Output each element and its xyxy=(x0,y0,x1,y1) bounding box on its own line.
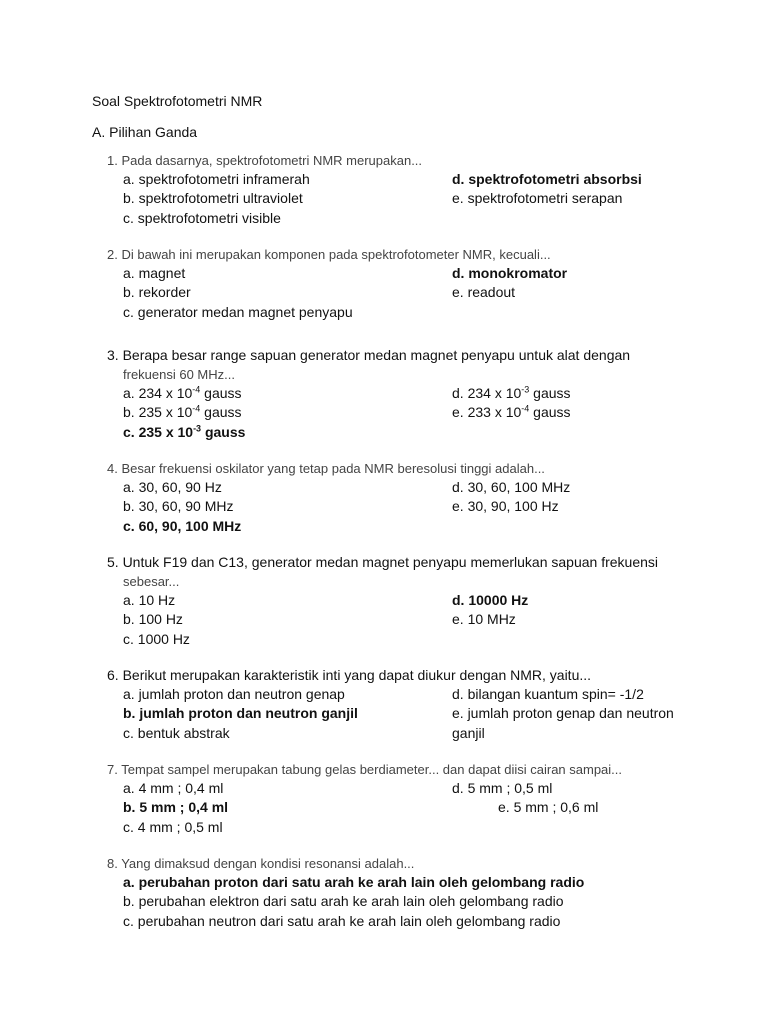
option-e: e. spektrofotometri serapan xyxy=(452,190,623,207)
option-d-exponent: -3 xyxy=(521,384,530,395)
question-6-stem: 6. Berikut merupakan karakteristik inti yang dapat diukur dengan NMR, yaitu... xyxy=(107,667,592,683)
option-d-answer: d. spektrofotometri absorbsi xyxy=(452,171,642,187)
option-b-exponent: -4 xyxy=(192,403,201,414)
question-7 xyxy=(107,760,707,837)
option-c: c. bentuk abstrak xyxy=(123,724,230,741)
question-3-stem-line2: frekuensi 60 MHz... xyxy=(123,367,235,382)
option-a: a. 4 mm ; 0,4 ml xyxy=(123,780,224,796)
question-7-stem: 7. Tempat sampel merupakan tabung gelas berdiameter... dan dapat diisi cairan sampai... xyxy=(107,762,623,777)
option-a: a. 10 Hz xyxy=(123,592,176,608)
question-5-options xyxy=(107,591,707,649)
question-1-stem: 1. Pada dasarnya, spektrofotometri NMR merupakan... xyxy=(107,153,423,168)
option-c: c. 4 mm ; 0,5 ml xyxy=(123,818,223,835)
question-3-options xyxy=(107,384,707,442)
option-c: c. generator medan magnet penyapu xyxy=(123,303,353,320)
option-b: b. perubahan elektron dari satu arah ke arah lain oleh gelombang radio xyxy=(123,893,564,910)
option-a: a. magnet xyxy=(123,265,186,281)
option-a: a. 30, 60, 90 Hz xyxy=(123,479,222,495)
question-5 xyxy=(107,553,707,649)
question-2-options xyxy=(107,264,707,322)
option-b xyxy=(123,403,452,422)
option-d-answer: d. 10000 Hz xyxy=(452,592,529,608)
option-a-answer: a. perubahan proton dari satu arah ke arah lain oleh gelombang radio xyxy=(123,874,585,890)
question-2-stem: 2. Di bawah ini merupakan komponen pada spektrofotometer NMR, kecuali... xyxy=(107,247,551,262)
option-d-text: d. 234 x 10 xyxy=(452,385,522,401)
question-1 xyxy=(107,151,707,228)
question-7-options xyxy=(107,779,707,837)
option-c: c. 1000 Hz xyxy=(123,630,190,647)
option-b: b. spektrofotometri ultraviolet xyxy=(123,190,303,207)
option-e xyxy=(452,403,712,422)
question-3 xyxy=(107,346,707,442)
question-5-stem xyxy=(107,553,707,591)
option-d xyxy=(452,384,712,403)
option-b-text: b. 235 x 10 xyxy=(123,404,193,421)
option-e: e. 5 mm ; 0,6 ml xyxy=(498,799,599,816)
option-e: e. 10 MHz xyxy=(452,611,516,628)
option-d: d. 5 mm ; 0,5 ml xyxy=(452,780,553,796)
option-b: b. 100 Hz xyxy=(123,611,183,628)
option-a-text: a. 234 x 10 xyxy=(123,385,193,401)
question-3-stem xyxy=(107,346,707,384)
option-a: a. jumlah proton dan neutron genap xyxy=(123,686,345,702)
option-b-unit: gauss xyxy=(200,404,242,421)
question-5-stem-line2: sebesar... xyxy=(123,574,180,589)
option-e-unit: gauss xyxy=(529,404,571,421)
option-c: c. spektrofotometri visible xyxy=(123,209,281,226)
question-6 xyxy=(107,666,707,743)
option-b-answer: b. 5 mm ; 0,4 ml xyxy=(123,799,229,816)
question-4-options xyxy=(107,478,707,536)
question-8-options xyxy=(107,873,707,931)
option-c-exponent: -3 xyxy=(193,422,202,433)
section-heading: A. Pilihan Ganda xyxy=(92,124,198,140)
option-a: a. spektrofotometri inframerah xyxy=(123,171,310,187)
option-a xyxy=(123,384,452,403)
option-e-exponent: -4 xyxy=(521,403,530,414)
document-title: Soal Spektrofotometri NMR xyxy=(92,93,263,109)
question-2 xyxy=(107,245,707,322)
question-5-stem-line1: 5. Untuk F19 dan C13, generator medan magnet penyapu memerlukan sapuan frekuensi xyxy=(107,554,659,570)
option-e: e. jumlah proton genap dan neutron ganjil xyxy=(452,705,674,741)
question-8-stem: 8. Yang dimaksud dengan kondisi resonansi adalah... xyxy=(107,856,415,871)
option-d-unit: gauss xyxy=(529,385,571,401)
option-d-answer: d. monokromator xyxy=(452,265,568,281)
question-8 xyxy=(107,854,707,931)
option-a-unit: gauss xyxy=(200,385,242,401)
option-c-text: c. 235 x 10 xyxy=(123,423,194,440)
option-e: e. 30, 90, 100 Hz xyxy=(452,498,559,515)
option-b-answer: b. jumlah proton dan neutron ganjil xyxy=(123,705,358,722)
option-b: b. rekorder xyxy=(123,284,191,301)
option-b: b. 30, 60, 90 MHz xyxy=(123,498,234,515)
question-4-stem: 4. Besar frekuensi oskilator yang tetap pada NMR beresolusi tinggi adalah... xyxy=(107,461,545,476)
option-c-unit: gauss xyxy=(201,423,246,440)
option-e-text: e. 233 x 10 xyxy=(452,404,522,421)
option-a-exponent: -4 xyxy=(192,384,201,395)
option-d: d. 30, 60, 100 MHz xyxy=(452,479,571,495)
question-3-stem-line1: 3. Berapa besar range sapuan generator medan magnet penyapu untuk alat dengan xyxy=(107,347,631,363)
option-e: e. readout xyxy=(452,284,516,301)
option-d: d. bilangan kuantum spin= -1/2 xyxy=(452,686,644,702)
question-4 xyxy=(107,459,707,536)
question-6-options xyxy=(107,685,707,743)
option-c: c. perubahan neutron dari satu arah ke arah lain oleh gelombang radio xyxy=(123,912,561,929)
option-c-answer xyxy=(123,423,452,442)
option-c-answer: c. 60, 90, 100 MHz xyxy=(123,517,242,534)
question-1-options xyxy=(107,170,707,228)
